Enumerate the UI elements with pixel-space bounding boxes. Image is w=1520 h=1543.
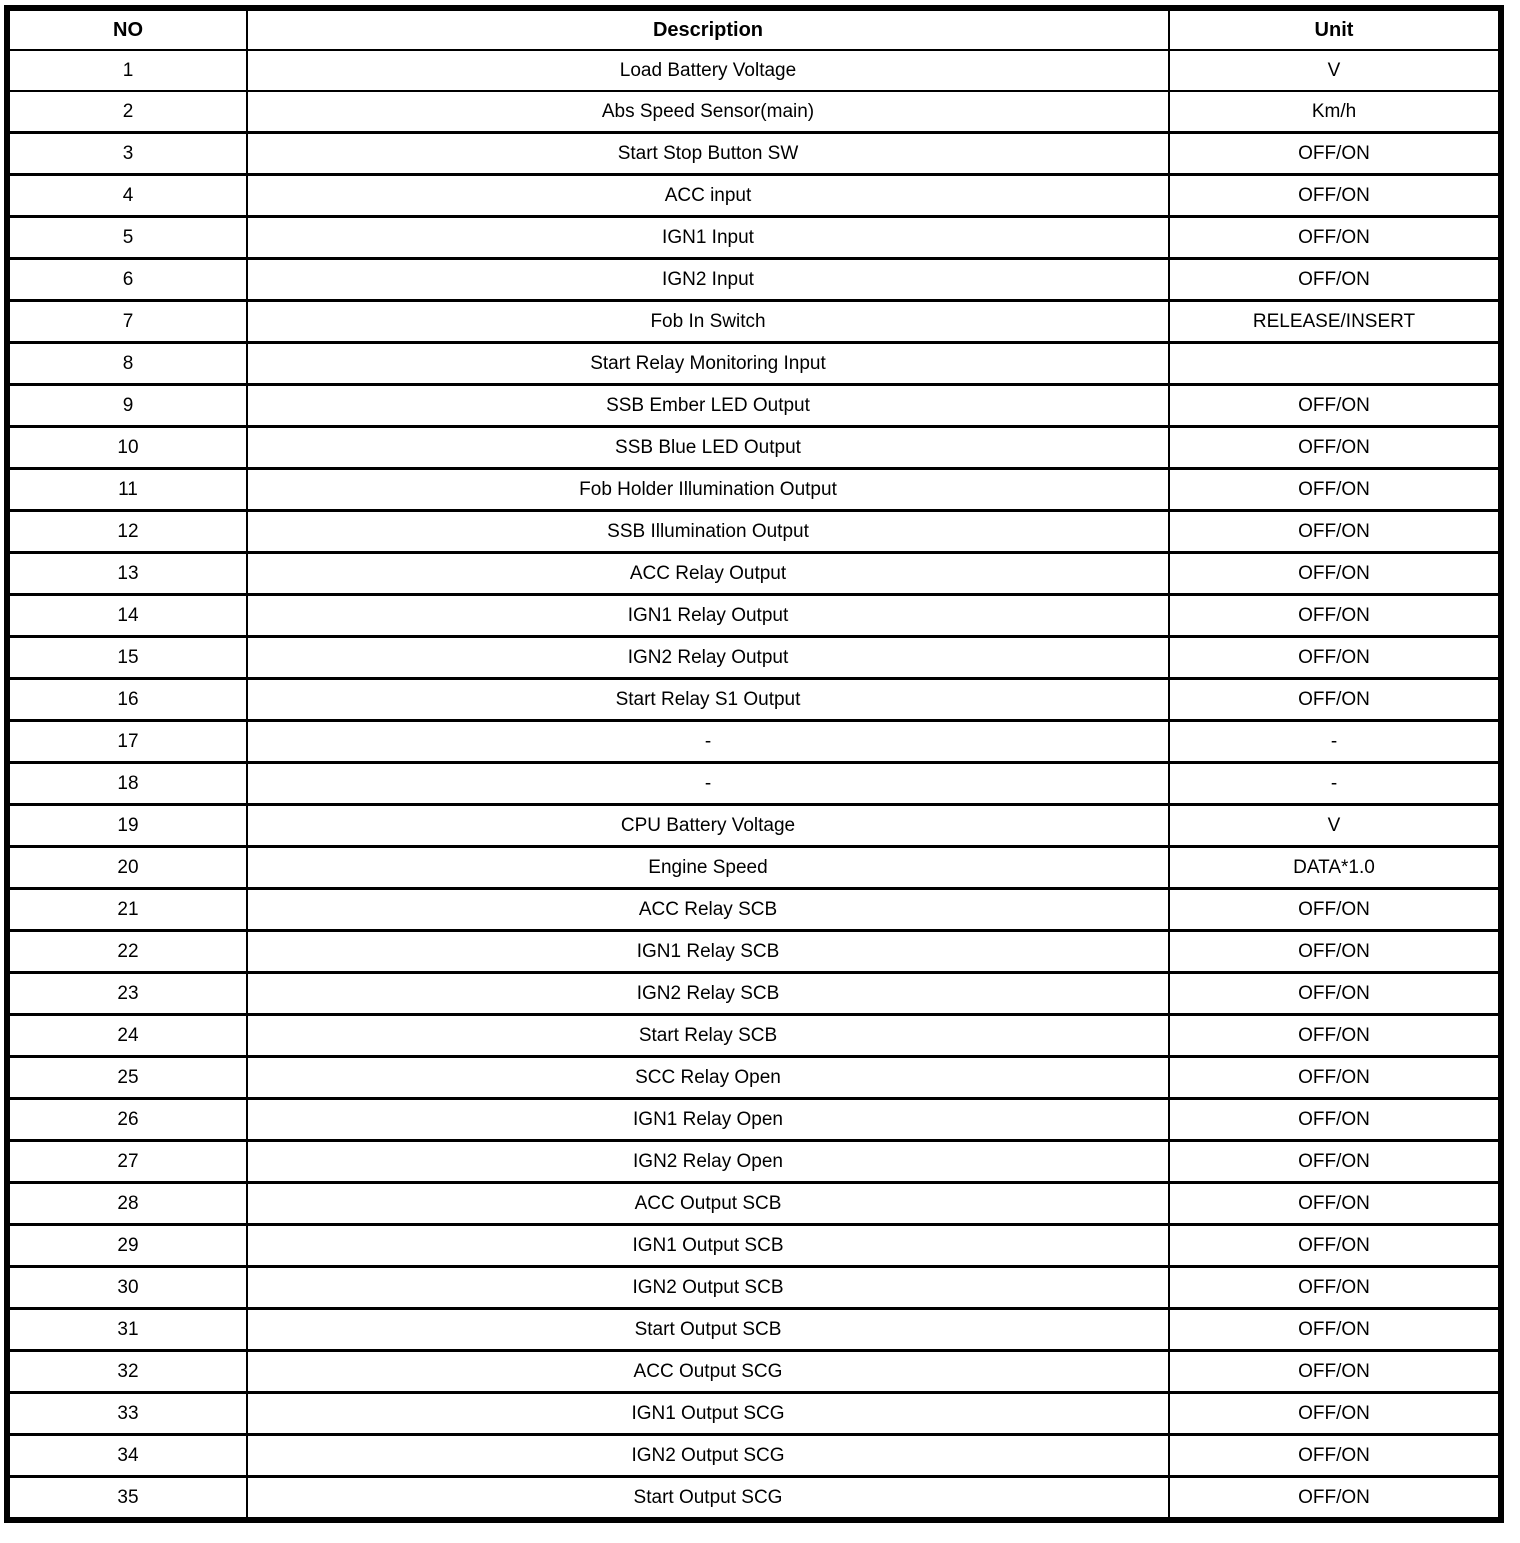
cell-description: IGN2 Relay SCB — [247, 973, 1169, 1015]
cell-unit: OFF/ON — [1169, 1477, 1501, 1521]
cell-unit: OFF/ON — [1169, 679, 1501, 721]
cell-unit: OFF/ON — [1169, 511, 1501, 553]
cell-description: - — [247, 721, 1169, 763]
cell-unit: V — [1169, 805, 1501, 847]
table-row — [7, 1057, 1501, 1099]
cell-unit: OFF/ON — [1169, 133, 1501, 175]
cell-unit: - — [1169, 763, 1501, 805]
monitoring-data-table — [4, 5, 1504, 1523]
table-row — [7, 1141, 1501, 1183]
table-row — [7, 1351, 1501, 1393]
cell-unit: OFF/ON — [1169, 1015, 1501, 1057]
table-row — [7, 553, 1501, 595]
cell-no: 32 — [7, 1351, 247, 1393]
cell-description: ACC Output SCG — [247, 1351, 1169, 1393]
cell-unit: Km/h — [1169, 91, 1501, 133]
cell-no: 27 — [7, 1141, 247, 1183]
cell-unit: OFF/ON — [1169, 1183, 1501, 1225]
cell-unit: OFF/ON — [1169, 259, 1501, 301]
cell-no: 6 — [7, 259, 247, 301]
cell-description: ACC Relay SCB — [247, 889, 1169, 931]
cell-description: Start Relay Monitoring Input — [247, 343, 1169, 385]
table-row — [7, 50, 1501, 91]
cell-unit — [1169, 343, 1501, 385]
cell-no: 17 — [7, 721, 247, 763]
cell-description: IGN1 Output SCB — [247, 1225, 1169, 1267]
cell-no: 15 — [7, 637, 247, 679]
column-header-description: Description — [247, 8, 1169, 50]
cell-no: 24 — [7, 1015, 247, 1057]
table-row — [7, 511, 1501, 553]
cell-unit: OFF/ON — [1169, 175, 1501, 217]
cell-unit: OFF/ON — [1169, 385, 1501, 427]
cell-no: 28 — [7, 1183, 247, 1225]
table-row — [7, 1225, 1501, 1267]
cell-description: Fob Holder Illumination Output — [247, 469, 1169, 511]
header-row — [7, 8, 1501, 50]
table-row — [7, 1099, 1501, 1141]
cell-no: 11 — [7, 469, 247, 511]
table-row — [7, 595, 1501, 637]
cell-description: IGN1 Output SCG — [247, 1393, 1169, 1435]
cell-description: IGN1 Relay Output — [247, 595, 1169, 637]
cell-description: Start Relay S1 Output — [247, 679, 1169, 721]
table-row — [7, 763, 1501, 805]
cell-unit: OFF/ON — [1169, 1351, 1501, 1393]
cell-unit: OFF/ON — [1169, 1267, 1501, 1309]
cell-unit: OFF/ON — [1169, 1225, 1501, 1267]
cell-unit: RELEASE/INSERT — [1169, 301, 1501, 343]
cell-no: 3 — [7, 133, 247, 175]
cell-unit: OFF/ON — [1169, 931, 1501, 973]
cell-no: 16 — [7, 679, 247, 721]
table-row — [7, 1183, 1501, 1225]
cell-description: SSB Blue LED Output — [247, 427, 1169, 469]
cell-description: ACC input — [247, 175, 1169, 217]
cell-no: 13 — [7, 553, 247, 595]
cell-description: Load Battery Voltage — [247, 50, 1169, 91]
table-row — [7, 427, 1501, 469]
table-row — [7, 889, 1501, 931]
table-row — [7, 217, 1501, 259]
cell-no: 4 — [7, 175, 247, 217]
cell-no: 7 — [7, 301, 247, 343]
cell-no: 21 — [7, 889, 247, 931]
table-row — [7, 175, 1501, 217]
cell-no: 34 — [7, 1435, 247, 1477]
table-row — [7, 805, 1501, 847]
column-header-no: NO — [7, 8, 247, 50]
cell-no: 18 — [7, 763, 247, 805]
cell-unit: DATA*1.0 — [1169, 847, 1501, 889]
cell-description: Start Output SCG — [247, 1477, 1169, 1521]
cell-no: 25 — [7, 1057, 247, 1099]
table-row — [7, 301, 1501, 343]
table-row — [7, 721, 1501, 763]
table-row — [7, 469, 1501, 511]
cell-description: SSB Illumination Output — [247, 511, 1169, 553]
cell-unit: V — [1169, 50, 1501, 91]
cell-description: Abs Speed Sensor(main) — [247, 91, 1169, 133]
cell-description: IGN2 Output SCG — [247, 1435, 1169, 1477]
cell-no: 1 — [7, 50, 247, 91]
cell-no: 22 — [7, 931, 247, 973]
cell-description: IGN1 Relay Open — [247, 1099, 1169, 1141]
cell-no: 2 — [7, 91, 247, 133]
table-row — [7, 637, 1501, 679]
table-row — [7, 1477, 1501, 1521]
cell-no: 8 — [7, 343, 247, 385]
cell-description: Engine Speed — [247, 847, 1169, 889]
cell-unit: OFF/ON — [1169, 553, 1501, 595]
cell-no: 23 — [7, 973, 247, 1015]
table-row — [7, 385, 1501, 427]
cell-no: 30 — [7, 1267, 247, 1309]
cell-unit: OFF/ON — [1169, 889, 1501, 931]
cell-description: ACC Output SCB — [247, 1183, 1169, 1225]
cell-no: 33 — [7, 1393, 247, 1435]
table-row — [7, 847, 1501, 889]
cell-no: 12 — [7, 511, 247, 553]
cell-no: 14 — [7, 595, 247, 637]
cell-description: SCC Relay Open — [247, 1057, 1169, 1099]
cell-description: CPU Battery Voltage — [247, 805, 1169, 847]
table-row — [7, 343, 1501, 385]
table-row — [7, 931, 1501, 973]
cell-no: 35 — [7, 1477, 247, 1521]
cell-description: Start Stop Button SW — [247, 133, 1169, 175]
column-header-unit: Unit — [1169, 8, 1501, 50]
cell-description: Start Output SCB — [247, 1309, 1169, 1351]
table-row — [7, 1267, 1501, 1309]
table-row — [7, 1435, 1501, 1477]
cell-description: IGN2 Output SCB — [247, 1267, 1169, 1309]
cell-description: IGN2 Input — [247, 259, 1169, 301]
cell-unit: OFF/ON — [1169, 217, 1501, 259]
table-row — [7, 679, 1501, 721]
cell-no: 5 — [7, 217, 247, 259]
table-row — [7, 1309, 1501, 1351]
table-row — [7, 91, 1501, 133]
cell-no: 19 — [7, 805, 247, 847]
cell-description: IGN1 Input — [247, 217, 1169, 259]
cell-unit: OFF/ON — [1169, 1309, 1501, 1351]
cell-unit: OFF/ON — [1169, 469, 1501, 511]
cell-no: 29 — [7, 1225, 247, 1267]
cell-no: 20 — [7, 847, 247, 889]
table-row — [7, 1015, 1501, 1057]
table-row — [7, 1393, 1501, 1435]
cell-unit: OFF/ON — [1169, 973, 1501, 1015]
cell-description: Fob In Switch — [247, 301, 1169, 343]
cell-unit: OFF/ON — [1169, 427, 1501, 469]
cell-description: IGN1 Relay SCB — [247, 931, 1169, 973]
cell-description: - — [247, 763, 1169, 805]
cell-unit: OFF/ON — [1169, 1099, 1501, 1141]
table-row — [7, 259, 1501, 301]
cell-description: IGN2 Relay Output — [247, 637, 1169, 679]
cell-no: 10 — [7, 427, 247, 469]
cell-unit: OFF/ON — [1169, 595, 1501, 637]
cell-description: Start Relay SCB — [247, 1015, 1169, 1057]
cell-unit: OFF/ON — [1169, 1393, 1501, 1435]
cell-unit: - — [1169, 721, 1501, 763]
cell-unit: OFF/ON — [1169, 1141, 1501, 1183]
cell-description: IGN2 Relay Open — [247, 1141, 1169, 1183]
cell-description: ACC Relay Output — [247, 553, 1169, 595]
cell-unit: OFF/ON — [1169, 1057, 1501, 1099]
table-row — [7, 973, 1501, 1015]
cell-unit: OFF/ON — [1169, 1435, 1501, 1477]
cell-unit: OFF/ON — [1169, 637, 1501, 679]
table-row — [7, 133, 1501, 175]
cell-no: 9 — [7, 385, 247, 427]
cell-no: 31 — [7, 1309, 247, 1351]
cell-no: 26 — [7, 1099, 247, 1141]
cell-description: SSB Ember LED Output — [247, 385, 1169, 427]
